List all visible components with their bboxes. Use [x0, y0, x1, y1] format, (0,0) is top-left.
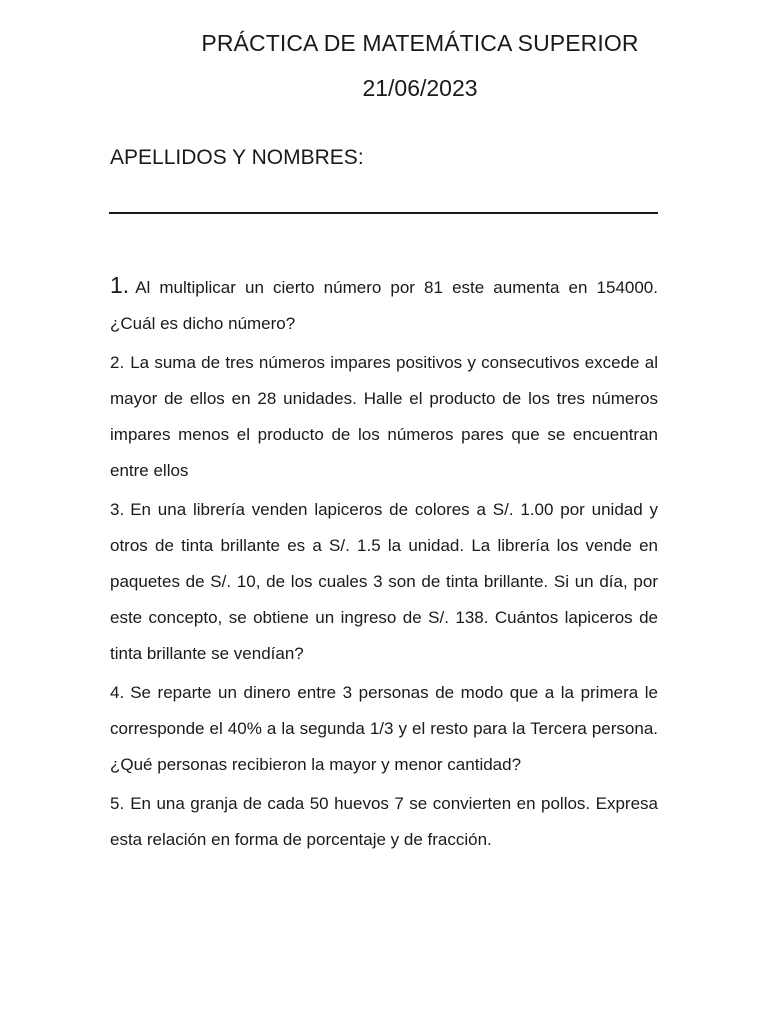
- questions-list: [110, 267, 658, 861]
- question-3: [110, 492, 658, 672]
- question-number: 2.: [110, 353, 125, 372]
- question-4: [110, 675, 658, 783]
- names-label: APELLIDOS Y NOMBRES:: [110, 146, 364, 169]
- question-text: La suma de tres números impares positivos y consecutivos excede al mayor de ellos en 28 unidades. Halle el producto de los tres números impares menos el producto de los números pares que se encuentran entre ellos: [110, 353, 658, 480]
- document-date: 21/06/2023: [362, 75, 478, 101]
- question-number: 1.: [110, 272, 130, 298]
- names-answer-line: [109, 212, 658, 214]
- question-2: [110, 345, 658, 489]
- question-number: 5.: [110, 794, 125, 813]
- question-5: [110, 786, 658, 858]
- question-text: Al multiplicar un cierto número por 81 este aumenta en 154000. ¿Cuál es dicho número?: [110, 278, 658, 333]
- question-number: 3.: [110, 500, 125, 519]
- question-number: 4.: [110, 683, 125, 702]
- document-title: PRÁCTICA DE MATEMÁTICA SUPERIOR: [201, 30, 639, 56]
- question-text: En una granja de cada 50 huevos 7 se convierten en pollos. Expresa esta relación en forma de porcentaje y de fracción.: [110, 794, 658, 849]
- question-text: En una librería venden lapiceros de colores a S/. 1.00 por unidad y otros de tinta brillante es a S/. 1.5 la unidad. La librería los vende en paquetes de S/. 10, de los cuales 3 son de tinta brillante. Si un día, por este concepto, se obtiene un ingreso de S/. 138. Cuántos lapiceros de tinta brillante se vendían?: [110, 500, 658, 663]
- question-1: [110, 267, 658, 342]
- question-text: Se reparte un dinero entre 3 personas de modo que a la primera le corresponde el 40% a la segunda 1/3 y el resto para la Tercera persona. ¿Qué personas recibieron la mayor y menor cantidad?: [110, 683, 658, 774]
